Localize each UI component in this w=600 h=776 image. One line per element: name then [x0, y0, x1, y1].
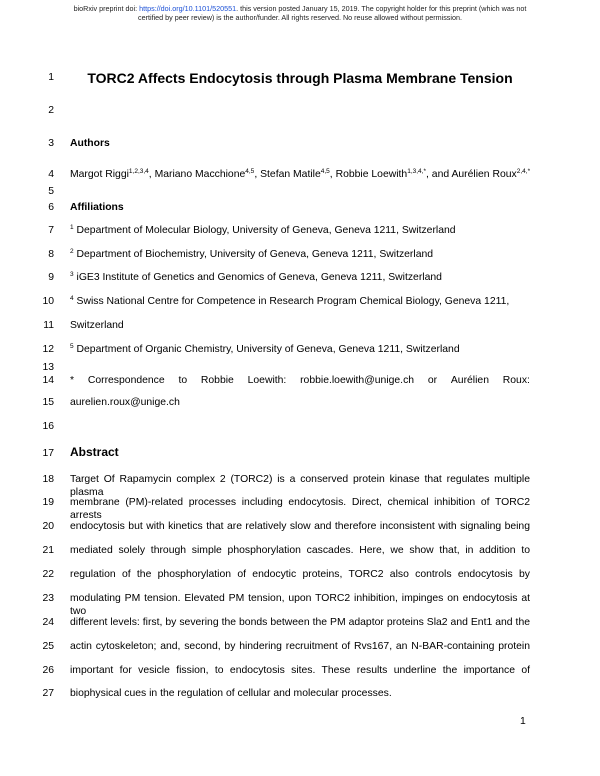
- line-number: 3: [48, 138, 54, 149]
- author-affiliation-sup: 4,5: [245, 168, 255, 175]
- line-number: 21: [42, 545, 54, 556]
- line-number: 9: [48, 272, 54, 283]
- abstract-line: modulating PM tension. Elevated PM tension, upon TORC2 inhibition, impinges on endocytosis at two: [70, 593, 530, 617]
- line-number: 1: [48, 72, 54, 83]
- affiliation-sup: 4: [70, 295, 74, 302]
- line-number: 10: [42, 296, 54, 307]
- line-number: 6: [48, 202, 54, 213]
- abstract-line: membrane (PM)-related processes including endocytosis. Direct, chemical inhibition of TORC2 arrests: [70, 497, 530, 521]
- line-number: 19: [42, 497, 54, 508]
- authors-heading: Authors: [70, 138, 110, 149]
- author-separator: ,: [254, 169, 261, 180]
- line-number: 23: [42, 593, 54, 604]
- abstract-line: endocytosis but with kinetics that are relatively slow and therefore inconsistent with signaling being: [70, 521, 530, 532]
- author-affiliation-sup: 4,5: [320, 168, 330, 175]
- line-number: 14: [42, 375, 54, 386]
- corr-word: Robbie: [200, 375, 234, 386]
- affiliation-item: [70, 248, 530, 261]
- affiliation-item: [70, 224, 530, 237]
- affiliation-item: [70, 271, 530, 284]
- abstract-line: regulation of the phosphorylation of endocytic proteins, TORC2 also controls endocytosis by: [70, 569, 530, 580]
- affiliation-text: Department of Organic Chemistry, University of Geneva, Geneva 1211, Switzerland: [73, 344, 460, 355]
- author-separator: , and: [426, 169, 452, 180]
- line-number: 26: [42, 665, 54, 676]
- line-number: 13: [42, 362, 54, 373]
- line-number: 27: [42, 688, 54, 699]
- corr-word: to: [178, 375, 188, 386]
- line-number: 24: [42, 617, 54, 628]
- correspondence-line: [70, 374, 530, 387]
- line-number: 7: [48, 225, 54, 236]
- author-name: Robbie Loewith: [335, 169, 408, 180]
- abstract-line: mediated solely through simple phosphorylation cascades. Here, we show that, in addition to: [70, 545, 530, 556]
- abstract-line: actin cytoskeleton; and, second, by hindering recruitment of Rvs167, an N-BAR-containing protein: [70, 641, 530, 652]
- corr-word: Roux:: [502, 375, 530, 386]
- abstract-line: biophysical cues in the regulation of cellular and molecular processes.: [70, 688, 392, 699]
- author-name: Mariano Macchione: [154, 169, 246, 180]
- abstract-heading: Abstract: [70, 445, 119, 459]
- affiliation-sup: 1: [70, 224, 74, 231]
- line-number: 12: [42, 344, 54, 355]
- affiliation-text: iGE3 Institute of Genetics and Genomics of Geneva, Geneva 1211, Switzerland: [73, 272, 442, 283]
- author-name: Stefan Matile: [260, 169, 321, 180]
- line-number: 15: [42, 397, 54, 408]
- affiliation-text: Swiss National Centre for Competence in Research Program Chemical Biology, Geneva 1211,: [73, 296, 510, 307]
- affiliations-heading: Affiliations: [70, 202, 124, 213]
- affiliation-sup: 5: [70, 343, 74, 350]
- paper-title: TORC2 Affects Endocytosis through Plasma Membrane Tension: [87, 70, 513, 86]
- author-separator: ,: [148, 169, 155, 180]
- abstract-line: Target Of Rapamycin complex 2 (TORC2) is a conserved protein kinase that regulates multiple plasma: [70, 474, 530, 498]
- corr-word: Aurélien: [450, 375, 489, 386]
- doi-link[interactable]: https://doi.org/10.1101/520551: [139, 4, 237, 13]
- preprint-header: [30, 5, 570, 22]
- author-list: [70, 168, 530, 181]
- line-number: 4: [48, 169, 54, 180]
- corr-email-loewith[interactable]: robbie.loewith@unige.ch: [300, 375, 415, 386]
- line-number: 11: [43, 320, 54, 331]
- line-number: 18: [42, 474, 54, 485]
- author-name: Aurélien Roux: [451, 169, 517, 180]
- corr-word: or: [427, 375, 438, 386]
- affiliation-item: [70, 343, 530, 356]
- author-affiliation-sup: 1,3,4,*: [407, 168, 427, 175]
- corr-word: Loewith:: [247, 375, 287, 386]
- header-line2: certified by peer review) is the author/funder. All rights reserved. No reuse allowed without permission.: [138, 12, 462, 22]
- affiliation-item: [70, 295, 530, 308]
- corr-email-roux[interactable]: aurelien.roux@unige.ch: [70, 397, 180, 408]
- header-prefix: bioRxiv preprint doi:: [73, 4, 140, 13]
- line-number: 8: [48, 249, 54, 260]
- author-name: Margot Riggi: [70, 169, 129, 180]
- author-affiliation-sup: 2,4,*: [516, 168, 531, 175]
- affiliation-sup: 2: [70, 248, 74, 255]
- affiliation-continuation: Switzerland: [70, 320, 124, 331]
- line-number: 17: [42, 448, 54, 459]
- affiliation-text: Department of Biochemistry, University of Geneva, Geneva 1211, Switzerland: [73, 249, 434, 260]
- affiliation-text: Department of Molecular Biology, University of Geneva, Geneva 1211, Switzerland: [73, 225, 456, 236]
- line-number: 5: [48, 186, 54, 197]
- page-number: 1: [520, 716, 526, 727]
- corr-word: *: [70, 375, 75, 386]
- abstract-line: different levels: first, by severing the bonds between the PM adaptor proteins Sla2 and Ent1 and the: [70, 617, 530, 628]
- header-suffix: . this version posted January 15, 2019. The copyright holder for this preprint (which was not: [236, 4, 527, 13]
- line-number: 16: [42, 421, 54, 432]
- abstract-line: important for vesicle fission, to endocytosis sites. These results underline the importance of: [70, 665, 530, 676]
- author-separator: ,: [329, 169, 336, 180]
- author-affiliation-sup: 1,2,3,4: [128, 168, 149, 175]
- line-number: 22: [42, 569, 54, 580]
- corr-word: Correspondence: [87, 375, 165, 386]
- line-number: 20: [42, 521, 54, 532]
- line-number: 2: [48, 105, 54, 116]
- line-number: 25: [42, 641, 54, 652]
- affiliation-sup: 3: [70, 271, 74, 278]
